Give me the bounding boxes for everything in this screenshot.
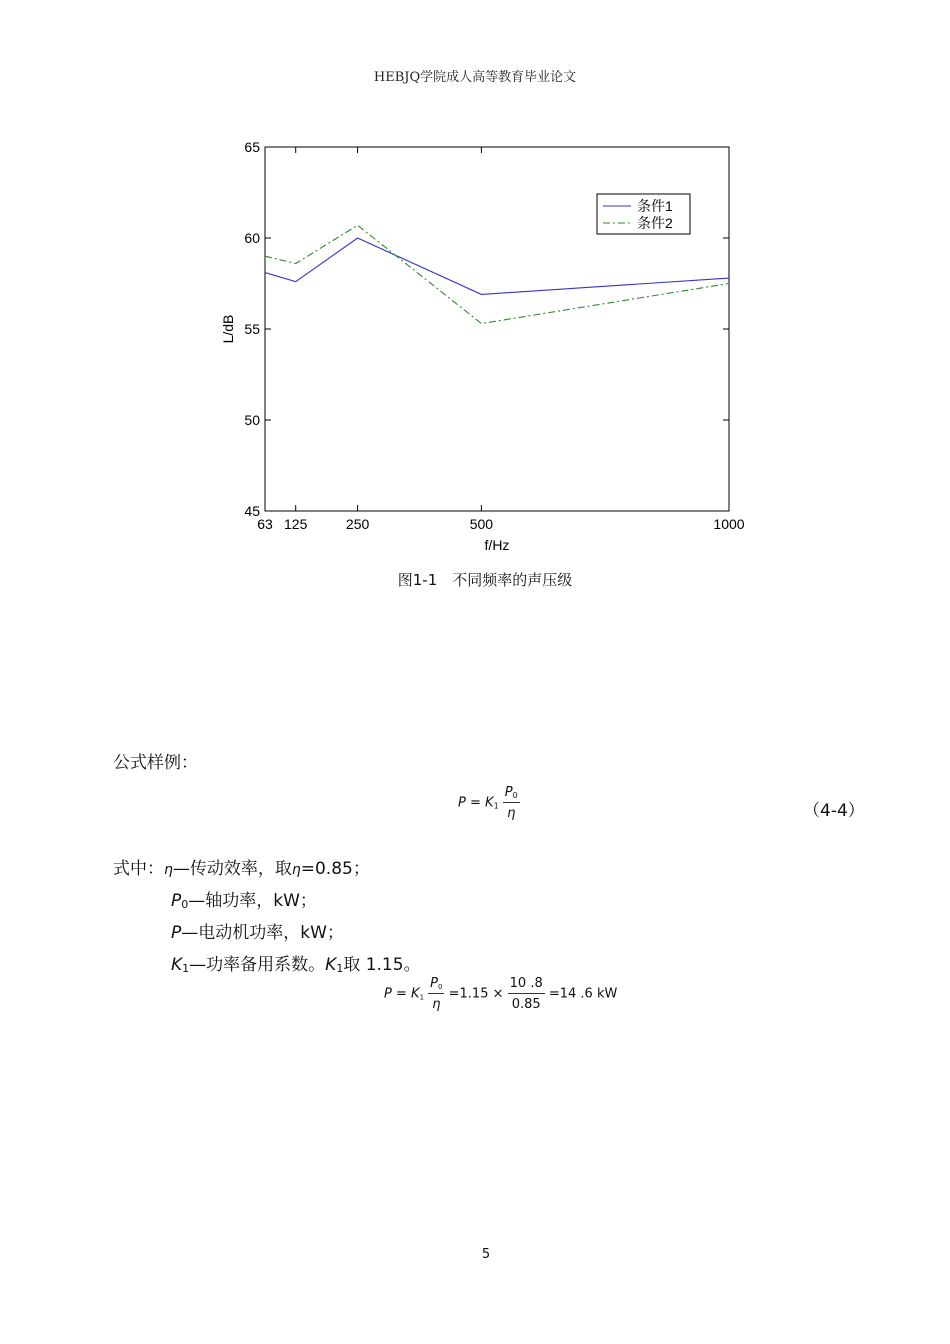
where-k1-2-sub: 1 — [336, 962, 344, 975]
figure-caption: 图1-1 不同频率的声压级 — [397, 571, 573, 589]
x-tick-label: 250 — [345, 516, 370, 532]
calc-k-sub: 1 — [419, 993, 425, 1002]
y-tick-label: 45 — [244, 503, 260, 519]
calc-numerator-2: 10 .8 — [508, 976, 545, 994]
calc-fraction-2 — [508, 976, 545, 1012]
where-line-3 — [171, 918, 344, 943]
y-tick-label: 55 — [244, 321, 260, 337]
formula-fraction — [503, 785, 520, 821]
calc-k: K — [411, 986, 420, 1002]
where-k1-2: K — [325, 955, 337, 975]
calc-result: =14 .6 kW — [548, 986, 618, 1002]
where-k1-sub: 1 — [182, 962, 190, 975]
series-line-2 — [265, 225, 729, 323]
where-p0-sub: 0 — [181, 898, 189, 911]
calc-mid: =1.15 × — [448, 986, 504, 1002]
formula-equals: = — [469, 795, 481, 811]
where-line-2 — [171, 886, 317, 911]
legend-label-2: 条件2 — [637, 215, 673, 231]
calc-denominator: η — [432, 997, 441, 1012]
where-p: P — [171, 923, 182, 943]
line-chart — [0, 0, 950, 560]
where-prefix: 式中： — [113, 859, 164, 879]
calc-equals: = — [395, 986, 407, 1002]
series-line-1 — [265, 238, 729, 294]
x-tick-label: 1000 — [713, 516, 745, 532]
y-tick-label: 50 — [244, 412, 260, 428]
formula-k-sub: 1 — [493, 801, 499, 811]
where-line-1-value: =0.85； — [300, 859, 370, 879]
page-header: HEBJQ学院成人高等教育毕业论文 — [373, 70, 577, 85]
where-eta-2: η — [291, 862, 301, 878]
where-p0: P — [171, 891, 182, 911]
formula-numerator-sub: 0 — [512, 791, 518, 800]
x-tick-label: 125 — [284, 516, 308, 532]
formula-4-4 — [458, 785, 520, 821]
x-tick-label: 63 — [257, 516, 273, 532]
where-line-4 — [171, 950, 421, 975]
y-axis-label: L/dB — [220, 314, 236, 344]
calc-numerator-sub: 0 — [438, 983, 443, 991]
where-eta: η — [164, 862, 173, 878]
calc-formula — [384, 976, 617, 1012]
y-tick-label: 60 — [244, 230, 260, 246]
formula-number: （4-4） — [803, 801, 865, 821]
legend-label-1: 条件1 — [637, 198, 673, 214]
where-line-1-text: —传动效率，取 — [172, 859, 292, 879]
formula-intro: 公式样例： — [113, 753, 198, 773]
formula-denominator: η — [507, 806, 516, 821]
page-number: 5 — [481, 1247, 491, 1262]
where-line-4-value: 取 1.15。 — [343, 955, 421, 975]
where-line-3-text: —电动机功率，kW； — [181, 923, 344, 943]
where-line-2-text: —轴功率，kW； — [188, 891, 317, 911]
where-line-1 — [113, 854, 370, 879]
calc-numerator: P — [430, 976, 439, 991]
formula-numerator: P — [504, 785, 513, 800]
where-line-4-text: —功率备用系数。 — [189, 955, 326, 975]
calc-denominator-2: 0.85 — [511, 997, 541, 1012]
calc-fraction-1 — [428, 976, 444, 1012]
formula-k: K — [485, 795, 494, 811]
where-k1: K — [171, 955, 183, 975]
formula-lhs: P — [458, 795, 466, 811]
calc-lhs: P — [384, 986, 392, 1002]
x-tick-label: 500 — [469, 516, 494, 532]
x-axis-label: f/Hz — [484, 537, 510, 553]
y-tick-label: 65 — [244, 139, 260, 155]
